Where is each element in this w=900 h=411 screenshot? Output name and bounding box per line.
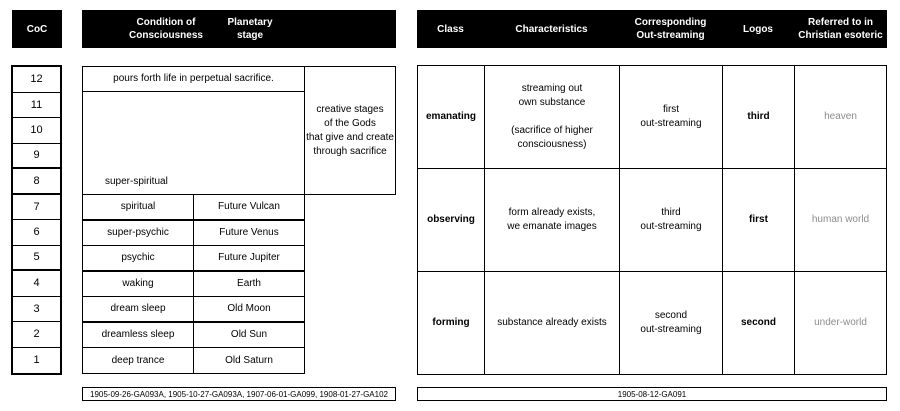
- christian-cell: under-world: [794, 271, 887, 375]
- condition-cell: psychic: [82, 245, 194, 271]
- outstreaming-cell: third out-streaming: [619, 168, 723, 272]
- coc-header-label: CoC: [26, 23, 48, 35]
- christian-cell: heaven: [794, 65, 887, 169]
- condition-cell: waking: [82, 271, 194, 297]
- coc-number: 5: [13, 246, 60, 272]
- characteristics-cell: substance already exists: [484, 271, 620, 375]
- characteristics-cell: streaming out own substance (sacrifice of higher consciousness): [484, 65, 620, 169]
- christian-header-label: Referred to in Christian esoteric: [798, 17, 883, 41]
- creative-stages-cell: [304, 66, 396, 195]
- coc-number: 9: [13, 144, 60, 170]
- logos-cell: first: [722, 168, 795, 272]
- creative-stages-text: creative stages of the Gods that give and create through sacrifice: [306, 103, 394, 157]
- stage-cell: Future Vulcan: [193, 194, 305, 220]
- stage-cell: Old Sun: [193, 322, 305, 348]
- condition-header-label: Condition of Consciousness: [129, 17, 203, 41]
- coc-column: [11, 65, 62, 375]
- stage-cell: Future Venus: [193, 220, 305, 246]
- coc-number: 4: [13, 271, 60, 297]
- class-table-header: [417, 10, 887, 48]
- coc-number: 11: [13, 93, 60, 119]
- class-cell: forming: [417, 271, 485, 375]
- outstreaming-cell: second out-streaming: [619, 271, 723, 375]
- condition-cell: dream sleep: [82, 296, 194, 322]
- outstreaming-header-label: Corresponding Out-streaming: [634, 17, 707, 41]
- class-cell: emanating: [417, 65, 485, 169]
- coc-header: [12, 10, 62, 48]
- outstreaming-cell: first out-streaming: [619, 65, 723, 169]
- coc-number: 7: [13, 195, 60, 221]
- sacrifice-cell: [82, 66, 305, 92]
- left-sources: 1905-09-26-GA093A, 1905-10-27-GA093A, 1907-06-01-GA099, 1908-01-27-GA102: [82, 387, 396, 401]
- coc-number: 8: [13, 169, 60, 195]
- christian-cell: human world: [794, 168, 887, 272]
- condition-cell: deep trance: [82, 347, 194, 374]
- characteristics-header-label: Characteristics: [515, 23, 588, 35]
- coc-number: 3: [13, 297, 60, 323]
- super-spiritual-cell: [82, 91, 305, 195]
- coc-number: 10: [13, 118, 60, 144]
- logos-header-label: Logos: [743, 23, 773, 35]
- stage-cell: Old Saturn: [193, 347, 305, 374]
- logos-cell: third: [722, 65, 795, 169]
- coc-number: 2: [13, 322, 60, 348]
- characteristics-cell: form already exists, we emanate images: [484, 168, 620, 272]
- coc-number: 12: [13, 67, 60, 93]
- coc-number: 1: [33, 354, 40, 367]
- condition-cell: dreamless sleep: [82, 322, 194, 348]
- planetary-header-label: Planetary stage: [227, 17, 273, 41]
- coc-number: 6: [13, 220, 60, 246]
- logos-cell: second: [722, 271, 795, 375]
- condition-stage-header: [82, 10, 396, 48]
- condition-cell: super-psychic: [82, 220, 194, 246]
- stage-cell: Earth: [193, 271, 305, 297]
- stage-cell: Old Moon: [193, 296, 305, 322]
- stage-cell: Future Jupiter: [193, 245, 305, 271]
- condition-cell: spiritual: [82, 194, 194, 220]
- class-table: [417, 65, 887, 375]
- class-cell: observing: [417, 168, 485, 272]
- right-sources: 1905-08-12-GA091: [417, 387, 887, 401]
- super-spiritual-text: super-spiritual: [105, 176, 168, 187]
- condition-table: [82, 194, 305, 374]
- class-header-label: Class: [437, 23, 464, 35]
- sacrifice-text: pours forth life in perpetual sacrifice.: [113, 73, 274, 84]
